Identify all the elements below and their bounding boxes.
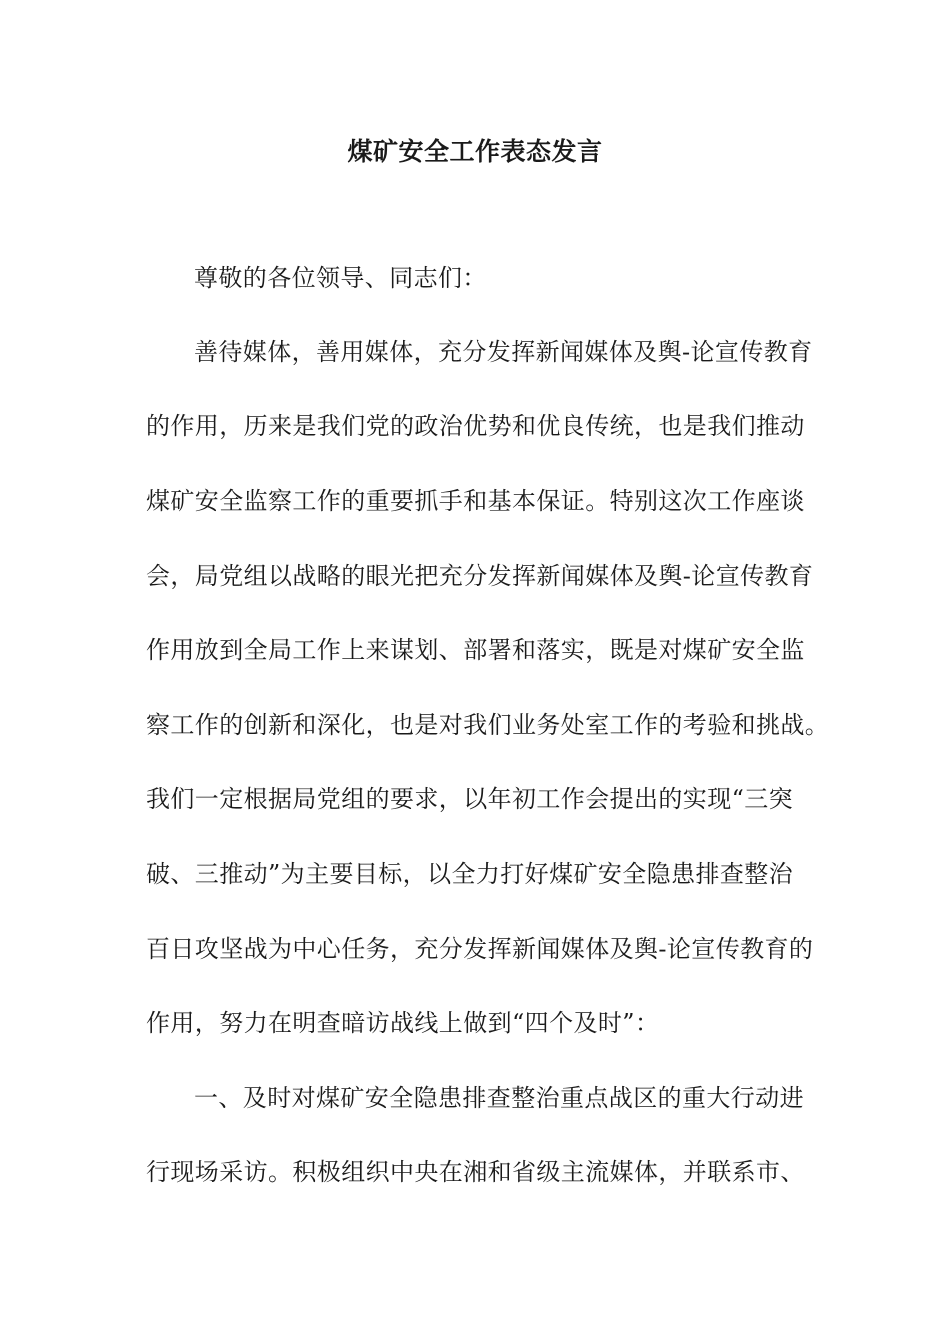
body-line-8: 破、三推动”为主要目标，以全力打好煤矿安全隐患排查整治	[146, 860, 794, 888]
document-title: 煤矿安全工作表态发言	[347, 137, 603, 166]
body-line-10: 作用，努力在明查暗访战线上做到“四个及时”：	[146, 1009, 660, 1037]
body-line-3: 煤矿安全监察工作的重要抓手和基本保证。特别这次工作座谈	[146, 487, 805, 515]
body-line-12: 行现场采访。积极组织中央在湘和省级主流媒体，并联系市、	[146, 1158, 805, 1186]
greeting-line: 尊敬的各位领导、同志们：	[194, 264, 487, 292]
body-line-2: 的作用，历来是我们党的政治优势和优良传统，也是我们推动	[146, 412, 805, 440]
body-line-5: 作用放到全局工作上来谋划、部署和落实，既是对煤矿安全监	[146, 636, 805, 664]
body-line-4: 会，局党组以战略的眼光把充分发挥新闻媒体及舆-论宣传教育	[146, 562, 814, 590]
body-line-1: 善待媒体，善用媒体，充分发挥新闻媒体及舆-论宣传教育	[194, 338, 813, 366]
body-line-9: 百日攻坚战为中心任务，充分发挥新闻媒体及舆-论宣传教育的	[146, 935, 814, 963]
body-line-7: 我们一定根据局党组的要求，以年初工作会提出的实现“三突	[146, 785, 794, 813]
body-line-6: 察工作的创新和深化，也是对我们业务处室工作的考验和挑战。	[146, 711, 830, 739]
body-line-11: 一、及时对煤矿安全隐患排查整治重点战区的重大行动进	[194, 1084, 804, 1112]
